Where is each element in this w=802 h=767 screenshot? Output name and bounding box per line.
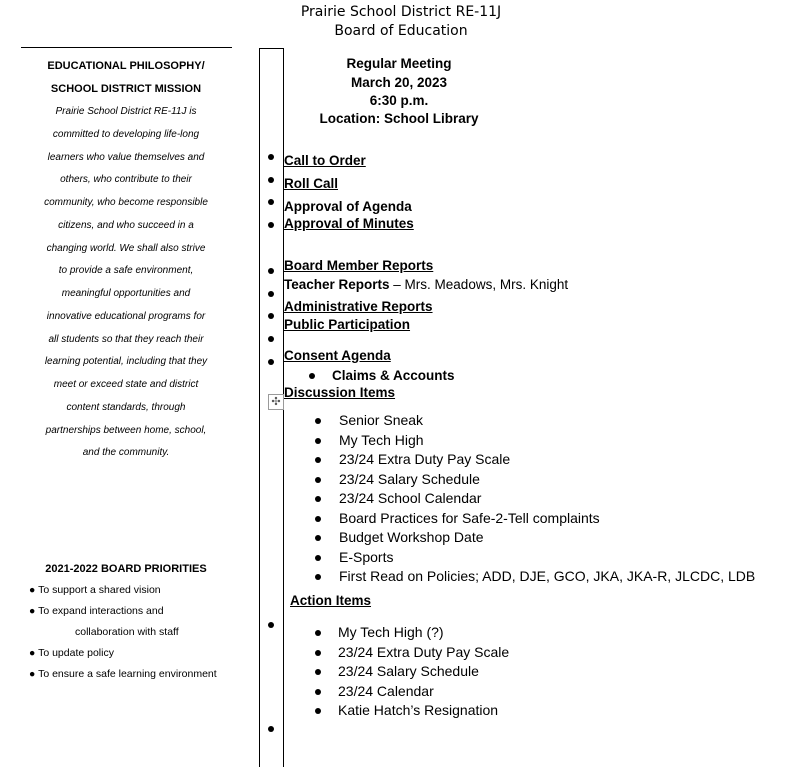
agenda-discussion-items: Discussion Items bbox=[284, 385, 396, 400]
teacher-reports-detail: – Mrs. Meadows, Mrs. Knight bbox=[389, 277, 569, 292]
list-bullet bbox=[315, 418, 321, 424]
priority-item: ● To ensure a safe learning environment bbox=[29, 668, 217, 680]
agenda-bullet bbox=[268, 726, 274, 732]
list-bullet bbox=[315, 708, 321, 714]
agenda-consent-agenda: Consent Agenda bbox=[284, 348, 391, 363]
list-bullet bbox=[315, 516, 321, 522]
list-bullet bbox=[315, 477, 321, 483]
district-name: Prairie School District RE-11J bbox=[300, 4, 502, 20]
mission-text-line: meaningful opportunities and bbox=[61, 288, 191, 299]
list-item: 23/24 Salary Schedule bbox=[338, 663, 479, 679]
table-top-border bbox=[259, 48, 284, 49]
list-item: Budget Workshop Date bbox=[339, 529, 484, 545]
mission-text-line: content standards, through bbox=[66, 401, 186, 413]
list-item: 23/24 Salary Schedule bbox=[339, 470, 480, 487]
priority-item: ● To update policy bbox=[29, 647, 114, 659]
list-item: My Tech High bbox=[339, 431, 424, 448]
agenda-bullet bbox=[268, 222, 274, 228]
board-name: Board of Education bbox=[334, 23, 468, 39]
meeting-time: 6:30 p.m. bbox=[369, 93, 429, 108]
agenda-approval-of-agenda: Approval of Agenda bbox=[284, 199, 412, 214]
list-item: 23/24 School Calendar bbox=[339, 490, 482, 506]
list-item: 23/24 Extra Duty Pay Scale bbox=[338, 643, 510, 660]
agenda-bullet bbox=[268, 199, 274, 205]
list-item: 23/24 Extra Duty Pay Scale bbox=[339, 451, 511, 467]
agenda-board-member-reports: Board Member Reports bbox=[284, 258, 434, 273]
mission-title-line-1: EDUCATIONAL PHILOSOPHY/ bbox=[47, 60, 205, 72]
mission-text-line: to provide a safe environment, bbox=[58, 265, 194, 277]
list-bullet bbox=[315, 535, 321, 541]
agenda-bullet bbox=[268, 268, 274, 274]
agenda-teacher-reports: Teacher Reports – Mrs. Meadows, Mrs. Knight bbox=[284, 277, 569, 292]
list-bullet bbox=[315, 630, 321, 636]
agenda-administrative-reports: Administrative Reports bbox=[284, 299, 433, 314]
mission-text-line: citizens, and who succeed in a bbox=[58, 219, 194, 231]
table-move-handle-icon[interactable]: ✣ bbox=[268, 394, 284, 410]
list-item: Katie Hatch’s Resignation bbox=[338, 702, 499, 718]
list-bullet bbox=[315, 650, 321, 656]
mission-text-line: and the community. bbox=[82, 447, 170, 459]
sidebar-top-rule bbox=[21, 47, 232, 48]
agenda-bullet bbox=[268, 359, 274, 365]
mission-text-line: meet or exceed state and district bbox=[53, 379, 199, 390]
list-bullet bbox=[315, 496, 321, 502]
agenda-approval-of-minutes: Approval of Minutes bbox=[284, 216, 414, 231]
mission-text-line: changing world. We shall also strive bbox=[46, 242, 206, 254]
agenda-bullet bbox=[268, 291, 274, 297]
list-bullet bbox=[315, 689, 321, 695]
list-item: Senior Sneak bbox=[339, 412, 424, 428]
mission-text-line: innovative educational programs for bbox=[46, 310, 206, 322]
list-item: E-Sports bbox=[339, 548, 394, 565]
mission-text-line: community, who become responsible bbox=[44, 197, 208, 208]
list-bullet bbox=[315, 457, 321, 463]
list-item: 23/24 Calendar bbox=[338, 682, 434, 699]
mission-text-line: learning potential, including that they bbox=[44, 356, 208, 368]
priorities-title: 2021-2022 BOARD PRIORITIES bbox=[45, 563, 207, 575]
list-item: My Tech High (?) bbox=[338, 624, 444, 640]
list-item: Board Practices for Safe-2-Tell complaints bbox=[339, 509, 600, 526]
list-bullet bbox=[315, 669, 321, 675]
consent-item: Claims & Accounts bbox=[332, 368, 455, 383]
priority-item: ● To expand interactions and bbox=[29, 605, 164, 617]
list-bullet bbox=[315, 555, 321, 561]
mission-text-line: learners who value themselves and bbox=[47, 151, 205, 163]
meeting-location: Location: School Library bbox=[319, 111, 479, 126]
agenda-roll-call: Roll Call bbox=[284, 176, 339, 191]
priority-item-continued: collaboration with staff bbox=[75, 626, 179, 638]
mission-text-line: partnerships between home, school, bbox=[45, 424, 207, 436]
priority-item: ● To support a shared vision bbox=[29, 584, 161, 596]
meeting-date: March 20, 2023 bbox=[350, 75, 448, 90]
table-left-border bbox=[259, 48, 260, 767]
meeting-type: Regular Meeting bbox=[346, 56, 452, 71]
agenda-bullet bbox=[268, 313, 274, 319]
agenda-action-items: Action Items bbox=[290, 593, 372, 608]
list-bullet bbox=[315, 574, 321, 580]
agenda-bullet bbox=[268, 622, 274, 628]
mission-title-line-2: SCHOOL DISTRICT MISSION bbox=[50, 83, 202, 95]
agenda-bullet bbox=[268, 336, 274, 342]
consent-item-bullet bbox=[309, 373, 315, 379]
agenda-bullet bbox=[268, 177, 274, 183]
agenda-bullet bbox=[268, 154, 274, 160]
mission-text-line: all students so that they reach their bbox=[48, 333, 204, 345]
list-bullet bbox=[315, 438, 321, 444]
agenda-public-participation: Public Participation bbox=[284, 317, 411, 332]
agenda-call-to-order: Call to Order bbox=[284, 153, 366, 168]
mission-text-line: committed to developing life-long bbox=[52, 128, 200, 140]
list-item: First Read on Policies; ADD, DJE, GCO, JKA, JKA-R, JLCDC, LDB bbox=[339, 568, 756, 584]
mission-text-line: Prairie School District RE-11J is bbox=[55, 106, 197, 117]
mission-text-line: others, who contribute to their bbox=[60, 174, 192, 186]
